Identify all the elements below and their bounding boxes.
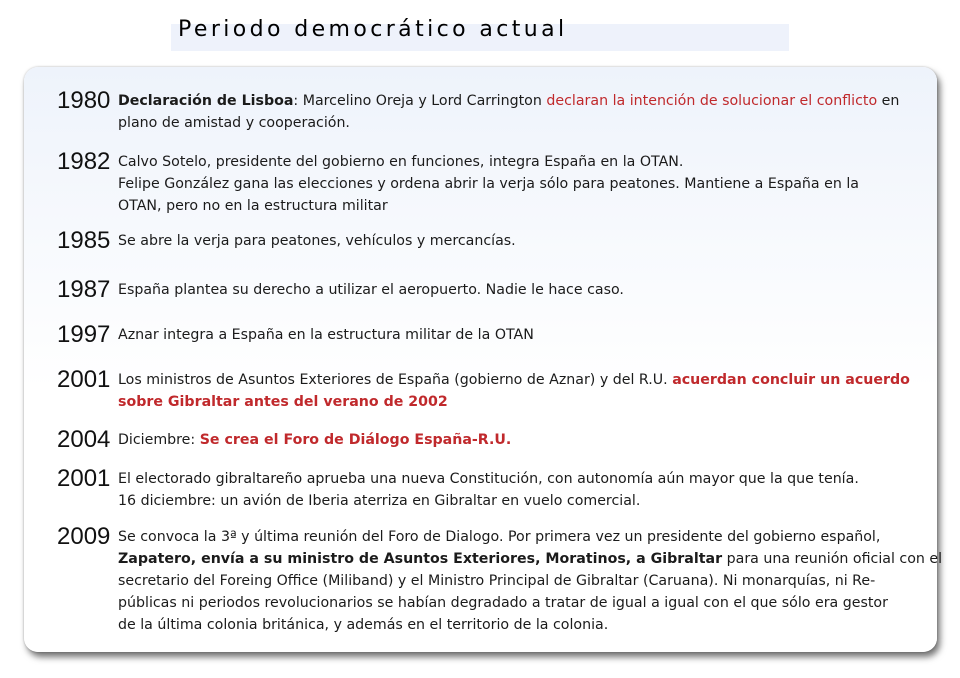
entry-text-line bbox=[118, 324, 918, 346]
entry-text-line bbox=[118, 429, 918, 451]
entry-text bbox=[118, 151, 918, 217]
text-segment: Calvo Sotelo, presidente del gobierno en funciones, integra España en la OTAN. bbox=[118, 154, 684, 170]
text-segment: Los ministros de Asuntos Exteriores de España (gobierno de Aznar) y del R.U. bbox=[118, 372, 673, 388]
entry-text bbox=[118, 369, 918, 413]
year-label: 1997 bbox=[57, 321, 111, 348]
entry-text-line bbox=[118, 468, 918, 490]
entry-text-line bbox=[118, 90, 918, 112]
text-segment: públicas ni periodos revolucionarios se habían degradado a tratar de igual a igual con el que sólo era gestor bbox=[118, 595, 888, 611]
year-label: 1982 bbox=[57, 148, 111, 175]
entry-text-line bbox=[118, 151, 918, 173]
text-segment: Diciembre: bbox=[118, 432, 200, 448]
entry-text-line bbox=[118, 592, 918, 614]
year-label: 1985 bbox=[57, 227, 111, 254]
highlight-text: acuerdan concluir un acuerdo bbox=[672, 372, 910, 388]
entry-text-line bbox=[118, 173, 918, 195]
highlight-text: declaran la intención de solucionar el conflicto bbox=[546, 93, 878, 109]
entry-text-line bbox=[118, 112, 918, 134]
text-segment: secretario del Foreing Office (Miliband) y el Ministro Principal de Gibraltar (Caruana). Ni monarquías, ni Re- bbox=[118, 573, 876, 589]
text-segment: 16 diciembre: un avión de Iberia aterriza en Gibraltar en vuelo comercial. bbox=[118, 493, 641, 509]
entry-text bbox=[118, 324, 918, 346]
year-label: 2004 bbox=[57, 426, 111, 453]
text-segment: Felipe González gana las elecciones y ordena abrir la verja sólo para peatones. Mantiene a España en la bbox=[118, 176, 859, 192]
entry-text-line bbox=[118, 490, 918, 512]
text-segment: El electorado gibraltareño aprueba una nueva Constitución, con autonomía aún mayor que la que tenía. bbox=[118, 471, 859, 487]
entry-text bbox=[118, 90, 918, 134]
page-title: Periodo democrático actual bbox=[178, 17, 568, 42]
text-segment: Se abre la verja para peatones, vehículos y mercancías. bbox=[118, 233, 516, 249]
text-segment: para una reunión oficial con el bbox=[722, 551, 943, 567]
entry-text-line bbox=[118, 548, 943, 570]
text-segment: de la última colonia británica, y además en el territorio de la colonia. bbox=[118, 617, 609, 633]
entry-text-line bbox=[118, 526, 918, 548]
entry-text-line bbox=[118, 614, 918, 636]
text-segment: plano de amistad y cooperación. bbox=[118, 115, 350, 131]
entry-text-line bbox=[118, 369, 918, 391]
entry-text bbox=[118, 279, 918, 301]
highlight-text: sobre Gibraltar antes del verano de 2002 bbox=[118, 394, 448, 410]
entry-text bbox=[118, 429, 918, 451]
bold-text: Zapatero, envía a su ministro de Asuntos Exteriores, Moratinos, a Gibraltar bbox=[118, 551, 723, 567]
year-label: 2009 bbox=[57, 523, 111, 550]
text-segment: Se convoca la 3ª y última reunión del Foro de Dialogo. Por primera vez un presidente del gobierno español, bbox=[118, 529, 881, 545]
year-label: 1987 bbox=[57, 276, 111, 303]
entry-text-line bbox=[118, 230, 918, 252]
year-label: 2001 bbox=[57, 465, 111, 492]
entry-text bbox=[118, 526, 943, 636]
entry-text-line bbox=[118, 195, 918, 217]
entry-text bbox=[118, 468, 918, 512]
entry-text-line bbox=[118, 391, 918, 413]
year-label: 1980 bbox=[57, 87, 111, 114]
highlight-text: Se crea el Foro de Diálogo España-R.U. bbox=[199, 432, 512, 448]
timeline-card bbox=[24, 67, 943, 652]
text-segment: Aznar integra a España en la estructura militar de la OTAN bbox=[118, 327, 534, 343]
year-label: 2001 bbox=[57, 366, 111, 393]
text-segment: : Marcelino Oreja y Lord Carrington bbox=[293, 93, 547, 109]
entry-text bbox=[118, 230, 918, 252]
entry-text-line bbox=[118, 570, 918, 592]
bold-text: Declaración de Lisboa bbox=[118, 93, 294, 109]
entry-text-line bbox=[118, 279, 918, 301]
text-segment: OTAN, pero no en la estructura militar bbox=[118, 198, 388, 214]
text-segment: España plantea su derecho a utilizar el aeropuerto. Nadie le hace caso. bbox=[118, 282, 624, 298]
text-segment: en bbox=[877, 93, 900, 109]
